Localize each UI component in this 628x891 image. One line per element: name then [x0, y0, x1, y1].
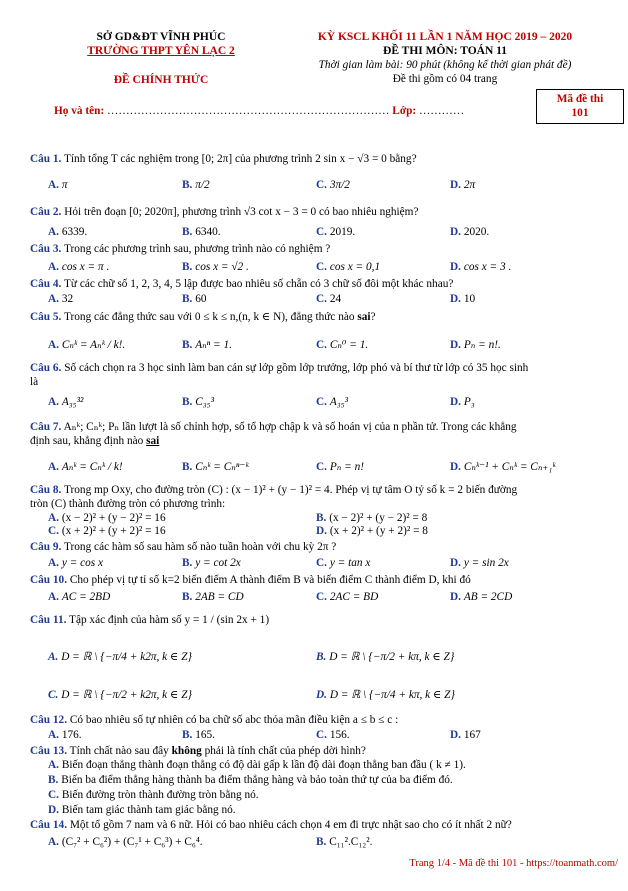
question-text: Hỏi trên đoạn [0; 2020π], phương trình √3 cot x − 3 = 0 có bao nhiêu nghiệm?: [64, 206, 419, 218]
option-b[interactable]: B. 60: [182, 293, 207, 305]
option-a[interactable]: A. Aₙᵏ = Cₙᵏ / k!: [48, 461, 123, 473]
exam-subject: ĐỀ THI MÔN: TOÁN 11: [383, 45, 507, 57]
department-name: SỞ GD&ĐT VĨNH PHÚC: [96, 31, 226, 43]
question-number: Câu 3.: [30, 243, 62, 255]
option-d[interactable]: D. 2020.: [450, 226, 490, 238]
option-d[interactable]: D. P₃: [450, 396, 475, 408]
question-number: Câu 6.: [30, 362, 62, 374]
option-a[interactable]: A. 6339.: [48, 226, 88, 238]
question-text: Trong các phương trình sau, phương trình nào có nghiệm ?: [64, 243, 331, 255]
question-11: [30, 614, 269, 626]
question-3: [30, 243, 330, 255]
question-text: Aₙᵏ; Cₙᵏ; Pₙ lần lượt là số chỉnh hợp, số tổ hợp chập k và số hoán vị của n phần tử. Trong các khẳng: [63, 421, 517, 433]
question-12: [30, 714, 398, 726]
option-b[interactable]: B. 2AB = CD: [182, 591, 244, 603]
question-number: Câu 4.: [30, 278, 62, 290]
option-a[interactable]: A. D = ℝ \ {−π/4 + k2π, k ∈ Z}: [48, 651, 193, 663]
question-number: Câu 12.: [30, 714, 68, 726]
option-d[interactable]: D. D = ℝ \ {−π/4 + kπ, k ∈ Z}: [316, 689, 455, 701]
question-text: Có bao nhiêu số tự nhiên có ba chữ số abc thỏa mãn điều kiện a ≤ b ≤ c :: [69, 714, 399, 726]
option-d[interactable]: D. (x + 2)² + (y + 2)² = 8: [316, 525, 428, 537]
page-count: Đề thi gồm có 04 trang: [392, 73, 498, 85]
option-a[interactable]: A. π: [48, 179, 68, 191]
exam-code-label: Mã đề thi: [556, 93, 604, 105]
option-b[interactable]: B. cos x = √2 .: [182, 261, 249, 273]
name-dots: …………………………………………………………………: [107, 105, 390, 117]
question-number: Câu 5.: [30, 311, 62, 323]
option-d[interactable]: D. Pₙ = n!.: [450, 339, 501, 351]
option-a[interactable]: A. Cₙᵏ = Aₙᵏ / k!.: [48, 339, 126, 351]
page-footer: Trang 1/4 - Mã đề thi 101 - https://toanmath.com/: [409, 858, 618, 869]
option-d[interactable]: D. cos x = 3 .: [450, 261, 512, 273]
question-text: Cho phép vị tự tỉ số k=2 biến điểm A thành điểm B và biến điểm C thành điểm D, khi đó: [69, 574, 471, 586]
question-6-cont: là: [30, 376, 39, 388]
exam-title: KỲ KSCL KHỐI 11 LẦN 1 NĂM HỌC 2019 – 2020: [317, 31, 573, 43]
option-a[interactable]: A. AC = 2BD: [48, 591, 111, 603]
option-c[interactable]: C. 156.: [316, 729, 350, 741]
question-8-cont: tròn (C) thành đường tròn có phương trình:: [30, 498, 226, 510]
option-b[interactable]: B. D = ℝ \ {−π/2 + kπ, k ∈ Z}: [316, 651, 455, 663]
question-1: [30, 153, 417, 165]
option-d[interactable]: D. 2π: [450, 179, 476, 191]
option-c[interactable]: C. cos x = 0,1: [316, 261, 381, 273]
question-10: [30, 574, 471, 586]
option-b[interactable]: B. Cₙᵏ = Cₙⁿ⁻ᵏ: [182, 461, 249, 473]
option-b[interactable]: B. (x − 2)² + (y − 2)² = 8: [316, 512, 428, 524]
question-number: Câu 2.: [30, 206, 62, 218]
question-4: [30, 278, 453, 290]
option-a[interactable]: A. 176.: [48, 729, 82, 741]
option-a[interactable]: A. (x − 2)² + (y − 2)² = 16: [48, 512, 166, 524]
option-d[interactable]: D. AB = 2CD: [450, 591, 513, 603]
question-text: Tập xác định của hàm số y = 1 / (sin 2x + 1): [69, 614, 270, 626]
option-d[interactable]: D. Cₙᵏ⁻¹ + Cₙᵏ = Cₙ₊₁ᵏ: [450, 461, 556, 473]
options-11: [48, 650, 608, 700]
exam-time: Thời gian làm bài: 90 phút (không kể thời gian phát đề): [318, 59, 572, 71]
question-number: Câu 11.: [30, 614, 67, 626]
question-text: Số cách chọn ra 3 học sinh làm ban cán sự lớp gồm lớp trưởng, lớp phó và bí thư từ lớp có 35 học sinh: [64, 362, 529, 374]
question-number: Câu 7.: [30, 421, 62, 433]
option-c[interactable]: C. Cₙ⁰ = 1.: [316, 339, 369, 351]
question-text: Tính chất nào sau đây: [69, 745, 172, 757]
name-label: Họ và tên:: [54, 105, 105, 117]
question-number: Câu 8.: [30, 484, 62, 496]
option-a[interactable]: A. 32: [48, 293, 74, 305]
question-keyword: sai: [357, 311, 371, 323]
class-label: Lớp:: [392, 105, 417, 117]
options-8: [48, 512, 608, 542]
exam-code-box: [536, 89, 624, 124]
option-13a[interactable]: A. Biến đoạn thẳng thành đoạn thẳng có độ dài gấp k lần độ dài đoạn thẳng ban đầu ( k ≠ 1).: [48, 759, 466, 771]
question-6: [30, 362, 528, 374]
option-b[interactable]: B. y = cot 2x: [182, 557, 241, 569]
option-a[interactable]: A. A₃₅³²: [48, 396, 84, 408]
option-b[interactable]: B. π/2: [182, 179, 210, 191]
option-c[interactable]: C. D = ℝ \ {−π/2 + k2π, k ∈ Z}: [48, 689, 193, 701]
question-number: Câu 13.: [30, 745, 68, 757]
question-text: Từ các chữ số 1, 2, 3, 4, 5 lập được bao nhiêu số chẵn có 3 chữ số đôi một khác nhau?: [64, 278, 454, 290]
question-text: Trong các đẳng thức sau với 0 ≤ k ≤ n,(n, k ∈ N), đẳng thức nào: [64, 311, 358, 323]
question-13: Câu 13. Tính chất nào sau đây không phải là tính chất của phép dời hình?: [30, 745, 366, 757]
option-b[interactable]: B. C₁₁².C₁₂².: [316, 836, 373, 848]
option-a[interactable]: A. cos x = π .: [48, 261, 110, 273]
question-text: Tính tổng T các nghiệm trong [0; 2π] của phương trình 2 sin x − √3 = 0 bằng?: [64, 153, 417, 165]
option-b[interactable]: B. 6340.: [182, 226, 221, 238]
question-number: Câu 10.: [30, 574, 68, 586]
option-c[interactable]: C. (x + 2)² + (y + 2)² = 16: [48, 525, 166, 537]
question-number: Câu 14.: [30, 819, 68, 831]
option-b[interactable]: B. C₃₅³: [182, 396, 214, 408]
option-d[interactable]: D. 167: [450, 729, 481, 741]
question-8: [30, 484, 517, 496]
question-text: Trong mp Oxy, cho đường tròn (C) : (x − 1)² + (y − 1)² = 4. Phép vị tự tâm O tỷ số k = 2 biến đường: [64, 484, 518, 496]
student-info: [54, 105, 464, 117]
option-c[interactable]: C. 3π/2: [316, 179, 350, 191]
question-5: Câu 5. Trong các đẳng thức sau với 0 ≤ k ≤ n,(n, k ∈ N), đẳng thức nào sai?: [30, 311, 376, 323]
question-number: Câu 9.: [30, 541, 62, 553]
option-b[interactable]: B. Aₙⁿ = 1.: [182, 339, 232, 351]
option-d[interactable]: D. 10: [450, 293, 476, 305]
option-b[interactable]: B. 165.: [182, 729, 215, 741]
question-number: Câu 1.: [30, 153, 62, 165]
option-13b[interactable]: B. Biến ba điểm thẳng hàng thành ba điểm thẳng hàng và bảo toàn thứ tự của ba điểm đó.: [48, 774, 453, 786]
option-a[interactable]: A. y = cos x: [48, 557, 103, 569]
option-c[interactable]: C. A₃₅³: [316, 396, 348, 408]
option-c[interactable]: C. 2019.: [316, 226, 356, 238]
option-c[interactable]: C. 2AC = BD: [316, 591, 379, 603]
official-label: ĐỀ CHÍNH THỨC: [113, 74, 209, 86]
option-13d[interactable]: D. Biến tam giác thành tam giác bằng nó.: [48, 804, 236, 816]
question-2: [30, 206, 418, 218]
class-dots: …………: [418, 105, 465, 117]
option-c[interactable]: C. y = tan x: [316, 557, 371, 569]
option-c[interactable]: C. Pₙ = n!: [316, 461, 364, 473]
question-text: Trong các hàm số sau hàm số nào tuần hoàn với chu kỳ 2π ?: [64, 541, 337, 553]
option-13c[interactable]: C. Biến đường tròn thành đường tròn bằng nó.: [48, 789, 259, 801]
question-14: [30, 819, 512, 831]
school-name: TRƯỜNG THPT YÊN LẠC 2: [87, 45, 235, 57]
option-c[interactable]: C. 24: [316, 293, 342, 305]
question-9: [30, 541, 336, 553]
option-d[interactable]: D. y = sin 2x: [450, 557, 509, 569]
question-text: Một tổ gồm 7 nam và 6 nữ. Hỏi có bao nhiêu cách chọn 4 em đi trực nhật sao cho có ít nhất 2 nữ?: [69, 819, 512, 831]
question-7-cont: định sau, khẳng định nào sai: [30, 435, 160, 447]
question-7: [30, 420, 517, 433]
exam-code-value: 101: [571, 107, 589, 119]
option-a[interactable]: A. (C₇² + C₆²) + (C₇¹ + C₆³) + C₆⁴.: [48, 836, 203, 848]
